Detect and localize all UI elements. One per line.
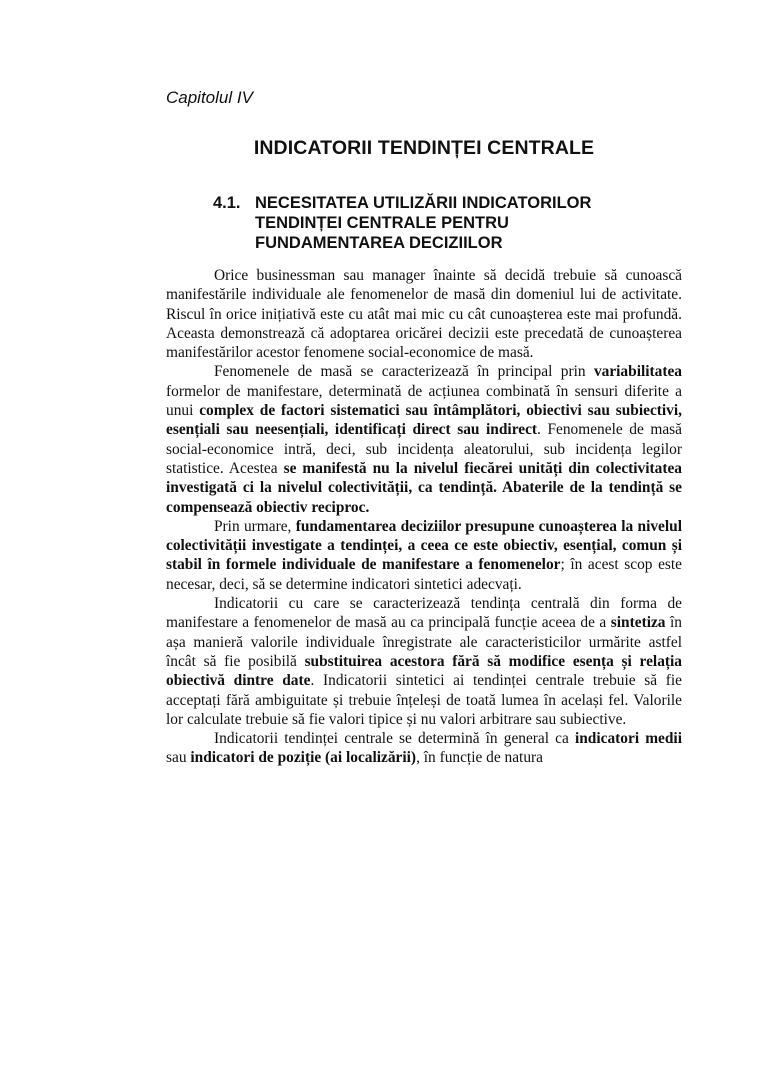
paragraph-5-text-1: Indicatorii tendinței centrale se determină în general ca xyxy=(214,730,575,748)
paragraph-4-text-1: Indicatorii cu care se caracterizează tendința centrală din forma de manifestare a fenomenelor de masă au ca principală funcție aceea de a xyxy=(166,595,682,632)
paragraph-4-text-2: în așa manieră valorile individuale înregistrate ale caracteristicilor urmărite astfel încât să fie posibilă xyxy=(166,614,682,670)
chapter-title: INDICATORII TENDINȚEI CENTRALE xyxy=(253,137,595,159)
paragraph-4-bold-1: sintetiza xyxy=(610,614,666,632)
body-text xyxy=(166,266,682,768)
paragraph-2-text-2: formelor de manifestare, determinată de acțiunea combinată în sensuri diferite a unui xyxy=(166,382,682,420)
paragraph-1: Orice businessman sau manager înainte să decidă trebuie să cunoască manifestările individuale ale fenomenelor de masă din domeniul lui de activitate. Riscul în orice inițiativă este cu atât mai mic cu cât cunoașterea este mai profundă. Aceasta demonstrează că adoptarea oricărei decizii este precedată de cunoașterea manifestărilor acestor fenomene social-economice de masă. xyxy=(166,267,682,362)
paragraph-5-bold-1: indicatori medii xyxy=(574,730,682,748)
paragraph-5-text-2: sau xyxy=(166,749,191,767)
paragraph-2-text-3: . Fenomenele de masă social-economice intră, deci, sub incidența aleatorului, sub incidența legilor statistice. Acestea xyxy=(166,421,682,477)
paragraph-4-text-3: . Indicatorii sintetici ai tendinței centrale trebuie să fie acceptați fără ambiguitate și trebuie înțeleși de toată lumea în același fel. Valorile lor calculate trebuie să fie valori tipice și nu valori arbitrare sau subiective. xyxy=(166,672,683,728)
section-heading xyxy=(213,193,673,253)
paragraph-3-text-1: Prin urmare, xyxy=(214,517,296,535)
paragraph-3 xyxy=(166,517,682,594)
section-title-line-3: FUNDAMENTAREA DECIZIILOR xyxy=(255,234,503,252)
paragraph-5-text-3: , în funcție de natura xyxy=(416,749,543,767)
paragraph-5-bold-2: indicatori de poziție (ai localizării) xyxy=(190,749,417,767)
paragraph-4 xyxy=(166,594,682,729)
chapter-label: Capitolul IV xyxy=(166,88,253,107)
paragraph-3-bold-1: fundamentarea deciziilor presupune cunoașterea la nivelul colectivității investigate a tendinței, a ceea ce este obiectiv, esențial, comun și stabil în formele individuale de manifestare a fenomenelor xyxy=(166,517,682,574)
paragraph-2-bold-3: se manifestă nu la nivelul fiecărei unități din colectivitatea investigată ci la nivelul colectivității, ca tendință. Abaterile de la tendință se compensează obiectiv reciproc. xyxy=(166,459,682,516)
section-number: 4.1. xyxy=(213,194,241,212)
paragraph-3-text-2: ; în acest scop este necesar, deci, să se determine indicatori sintetici adecvați. xyxy=(166,556,682,593)
paragraph-2 xyxy=(166,362,682,516)
paragraph-4-bold-2: substituirea acestora fără să modifice esența și relația obiectivă dintre date xyxy=(166,652,682,690)
paragraph-5 xyxy=(166,729,682,768)
section-title-line-1: NECESITATEA UTILIZĂRII INDICATORILOR xyxy=(255,194,592,212)
paragraph-2-bold-2: complex de factori sistematici sau întâmplători, obiectivi sau subiectivi, esențiali sau neesențiali, identificați direct sau indirect xyxy=(166,402,682,439)
paragraph-2-bold-1: variabilitatea xyxy=(593,363,682,381)
section-title-line-2: TENDINȚEI CENTRALE PENTRU xyxy=(255,214,509,232)
paragraph-2-text-1: Fenomenele de masă se caracterizează în principal prin xyxy=(214,363,594,381)
